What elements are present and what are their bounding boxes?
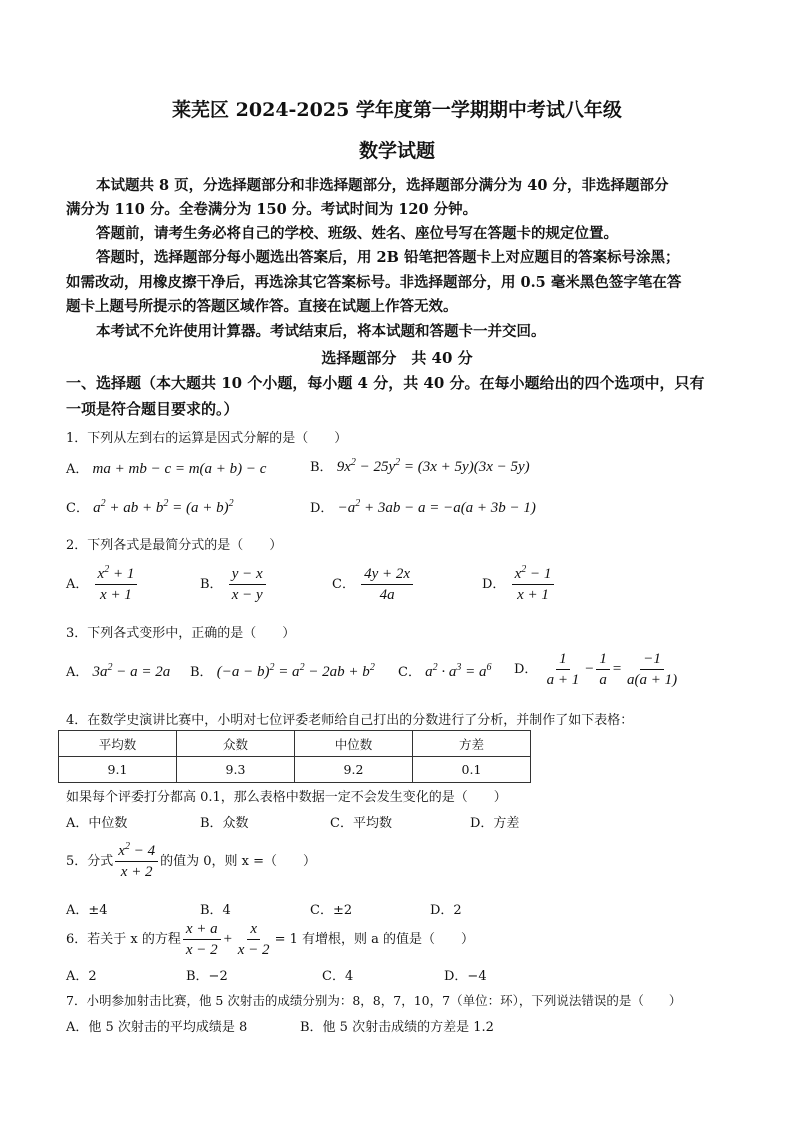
q4-option-a: A．中位数 <box>66 816 128 831</box>
q4-statistics-table <box>58 730 531 783</box>
q5-fraction: $\frac{x^2 - 4}{x + 2}$ <box>115 842 158 881</box>
part-title: 选择题部分 共 40 分 <box>321 349 473 367</box>
instruction-p4: 本考试不允许使用计算器。考试结束后，将本试题和答题卡一并交回。 <box>96 323 546 340</box>
q2-option-c: C． $\frac{4y + 2x}{4a}$ <box>332 565 415 604</box>
q2-option-c-fraction: $\frac{4y + 2x}{4a}$ <box>361 565 413 604</box>
q1-stem: 1．下列从左到右的运算是因式分解的是（ ） <box>66 431 348 446</box>
q7-option-b: B．他 5 次射击成绩的方差是 1.2 <box>300 1020 494 1035</box>
q2-option-b: B． $\frac{y - x}{x - y}$ <box>200 565 268 604</box>
q2-option-a-fraction: $\frac{x^2 + 1}{x + 1}$ <box>95 565 138 604</box>
q3-option-d: D． $\frac{1}{a + 1}$ − $\frac{1}{a}$ = $\frac{-1}{a(a + 1)}$ <box>514 651 678 688</box>
exam-subtitle: 数学试题 <box>358 140 435 162</box>
table-header-cell: 中位数 <box>295 731 413 757</box>
q5-option-b: B．4 <box>200 903 231 918</box>
section-heading-line1: 一、选择题（本大题共 10 个小题，每小题 4 分，共 40 分。在每小题给出的四个选项中，只有 <box>66 374 705 392</box>
table-cell: 0.1 <box>413 757 531 783</box>
q5-option-c: C．±2 <box>310 903 353 918</box>
instruction-p3-line1: 答题时，选择题部分每小题选出答案后，用 2B 铅笔把答题卡上对应题目的答案标号涂黑； <box>96 249 680 266</box>
q3-option-c-expr: $a^2 \cdot a^3 = a^6$ <box>425 662 492 680</box>
q2-option-d-fraction: $\frac{x^2 - 1}{x + 1}$ <box>512 565 555 604</box>
q1-option-a-expr: ma + mb − c = m(a + b) − c <box>92 461 267 477</box>
q2-option-a: A． $\frac{x^2 + 1}{x + 1}$ <box>66 565 139 604</box>
q6-fraction-2: $\frac{x}{x - 2}$ <box>237 921 270 958</box>
q1-option-c: C． $a^2$ + ab + $b^2 = (a + b)^2$ <box>66 498 234 516</box>
q3-option-b: B． $(-a - b)^2 = a^2 - 2ab + b^2$ <box>190 662 375 680</box>
q7-stem: 7．小明参加射击比赛，他 5 次射击的成绩分别为：8，8，7，10，7（单位：环），下列说法错误的是（ ） <box>66 993 682 1008</box>
table-row <box>59 757 531 783</box>
q4-follow-up: 如果每个评委打分都高 0.1，那么表格中数据一定不会发生变化的是（ ） <box>66 790 507 805</box>
q1-option-b: B． $9x^2 - 25y^2 = (3x + 5y)(3x - 5y)$ <box>310 457 530 475</box>
q5-option-a: A．±4 <box>66 903 108 918</box>
instruction-p1-line2: 满分为 110 分。全卷满分为 150 分。考试时间为 120 分钟。 <box>66 201 478 218</box>
q6-fraction-1: $\frac{x + a}{x - 2}$ <box>183 920 221 959</box>
instruction-p3-line2: 如需改动，用橡皮擦干净后，再选涂其它答案标号。非选择题部分，用 0.5 毫米黑色签字笔在答 <box>66 274 682 291</box>
q6-option-c: C．4 <box>322 969 354 984</box>
q1-option-b-expr: $9x^2 - 25y^2 = (3x + 5y)(3x - 5y)$ <box>336 457 530 475</box>
q4-stem: 4．在数学史演讲比赛中，小明对七位评委老师给自己打出的分数进行了分析，并制作了如下表格： <box>66 713 634 728</box>
q2-stem: 2．下列各式是最简分式的是（ ） <box>66 538 283 553</box>
table-cell: 9.3 <box>177 757 295 783</box>
q4-option-d: D．方差 <box>470 816 520 831</box>
q7-option-a: A．他 5 次射击的平均成绩是 8 <box>66 1020 248 1035</box>
instruction-p2: 答题前，请考生务必将自己的学校、班级、姓名、座位号写在答题卡的规定位置。 <box>96 225 618 242</box>
q1-option-a: A． ma + mb − c = m(a + b) − c <box>66 461 267 477</box>
table-header-cell: 方差 <box>413 731 531 757</box>
q3-stem: 3．下列各式变形中，正确的是（ ） <box>66 626 296 641</box>
table-header-cell: 平均数 <box>59 731 177 757</box>
q3-option-a-expr: $3a^2 - a = 2a$ <box>92 662 171 680</box>
q5-option-d: D．2 <box>430 903 462 918</box>
exam-title: 莱芜区 2024-2025 学年度第一学期期中考试八年级 <box>172 99 622 121</box>
q6-option-d: D．−4 <box>444 969 487 984</box>
q1-option-d-expr: $-a^2 + 3ab - a = -a(a + 3b - 1)$ <box>337 498 536 516</box>
q3-option-b-expr: $(-a - b)^2 = a^2 - 2ab + b^2$ <box>216 662 375 680</box>
table-cell: 9.1 <box>59 757 177 783</box>
q3-option-c: C． $a^2 \cdot a^3 = a^6$ <box>398 662 492 680</box>
table-cell: 9.2 <box>295 757 413 783</box>
q2-option-b-fraction: $\frac{y - x}{x - y}$ <box>229 565 266 604</box>
q5-stem: 5．分式 $\frac{x^2 - 4}{x + 2}$ 的值为 0，则 x =（ ） <box>66 841 316 880</box>
q1-option-d: D． $-a^2 + 3ab - a = -a(a + 3b - 1)$ <box>310 498 536 516</box>
table-header-cell: 众数 <box>177 731 295 757</box>
q3-option-a: A． $3a^2 - a = 2a$ <box>66 662 171 680</box>
q6-option-b: B．−2 <box>186 969 228 984</box>
instruction-p3-line3: 题卡上题号所提示的答题区域作答。直接在试题上作答无效。 <box>66 298 458 315</box>
instruction-p1-line1: 本试题共 8 页，分选择题部分和非选择题部分，选择题部分满分为 40 分，非选择题部分 <box>96 177 669 194</box>
section-heading-line2: 一项是符合题目要求的。） <box>66 400 239 418</box>
q2-option-d: D． $\frac{x^2 - 1}{x + 1}$ <box>482 565 556 604</box>
q4-option-c: C．平均数 <box>330 816 392 831</box>
q4-option-b: B．众数 <box>200 816 249 831</box>
q6-stem: 6．若关于 x 的方程 $\frac{x + a}{x - 2}$ + $\frac{x}{x - 2}$ = 1 有增根，则 a 的值是（ ） <box>66 921 475 958</box>
table-header-row <box>59 731 531 757</box>
q6-option-a: A．2 <box>66 969 97 984</box>
q1-option-c-expr: $a^2$ + ab + $b^2 = (a + b)^2$ <box>93 498 234 516</box>
